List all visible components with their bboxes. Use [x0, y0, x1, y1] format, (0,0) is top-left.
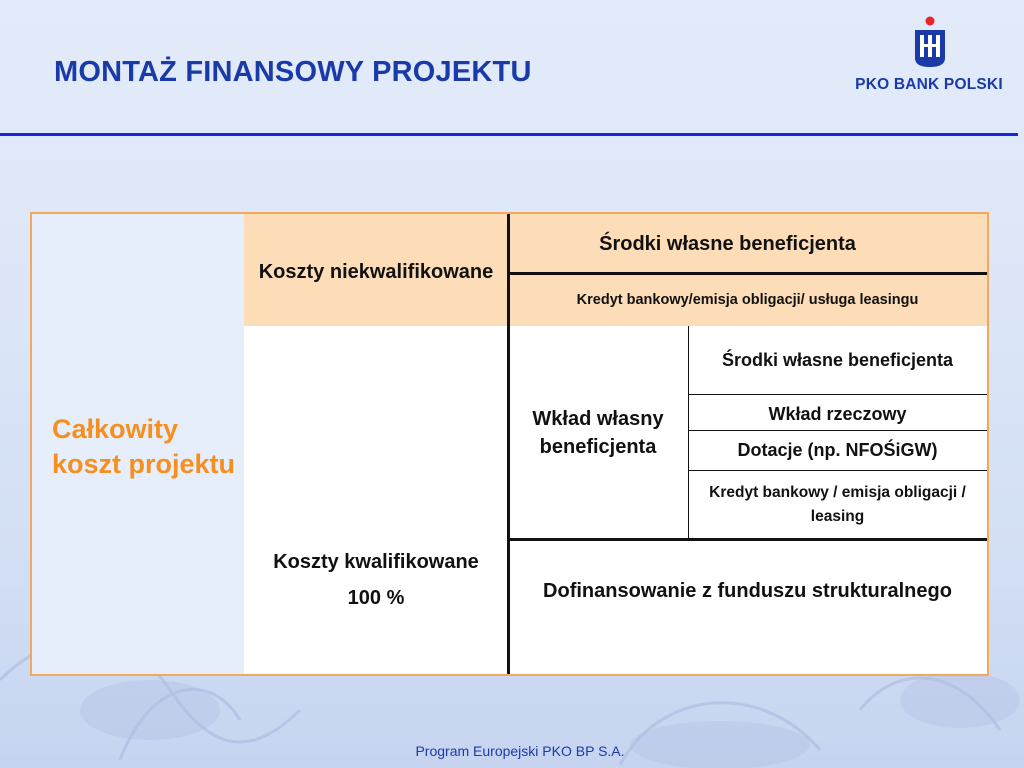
divider-main-vertical [507, 214, 510, 674]
cofinancing-cell: Dofinansowanie z funduszu strukturalnego [508, 540, 987, 674]
qualified-costs-label: Koszty kwalifikowane [273, 551, 479, 573]
qualified-costs-cell [244, 326, 508, 674]
pko-logo [848, 14, 1010, 98]
financing-structure-table [30, 212, 989, 676]
divider-sub-3 [688, 470, 987, 471]
total-cost-cell: Całkowity koszt projektu [52, 414, 236, 479]
own-contribution-cell: Wkład własny beneficjenta [508, 326, 688, 540]
sub-grants-cell: Dotacje (np. NFOŚiGW) [688, 430, 987, 470]
divider-subcells-vertical [688, 326, 689, 540]
divider-cofinancing [508, 538, 987, 541]
own-funds-top-cell: Środki własne beneficjenta [508, 214, 987, 274]
divider-sub-2 [688, 430, 987, 431]
non-qualified-costs-cell: Koszty niekwalifikowane [244, 214, 508, 326]
sub-own-funds-cell: Środki własne beneficjenta [688, 326, 987, 394]
sub-in-kind-cell: Wkład rzeczowy [688, 394, 987, 430]
divider-own-credit [508, 272, 987, 275]
credit-top-cell: Kredyt bankowy/emisja obligacji/ usługa leasingu [508, 274, 987, 326]
qualified-percent: 100 % [347, 587, 405, 609]
sub-credit-cell: Kredyt bankowy / emisja obligacji / leasing [688, 470, 987, 540]
logo-wordmark: PKO BANK POLSKI [855, 76, 1003, 93]
divider-sub-1 [688, 394, 987, 395]
pko-piggy-bank-logo-icon [911, 16, 949, 68]
title-divider [0, 133, 1018, 136]
page-title: MONTAŻ FINANSOWY PROJEKTU [54, 56, 532, 88]
footer-text: Program Europejski PKO BP S.A. [415, 743, 625, 759]
